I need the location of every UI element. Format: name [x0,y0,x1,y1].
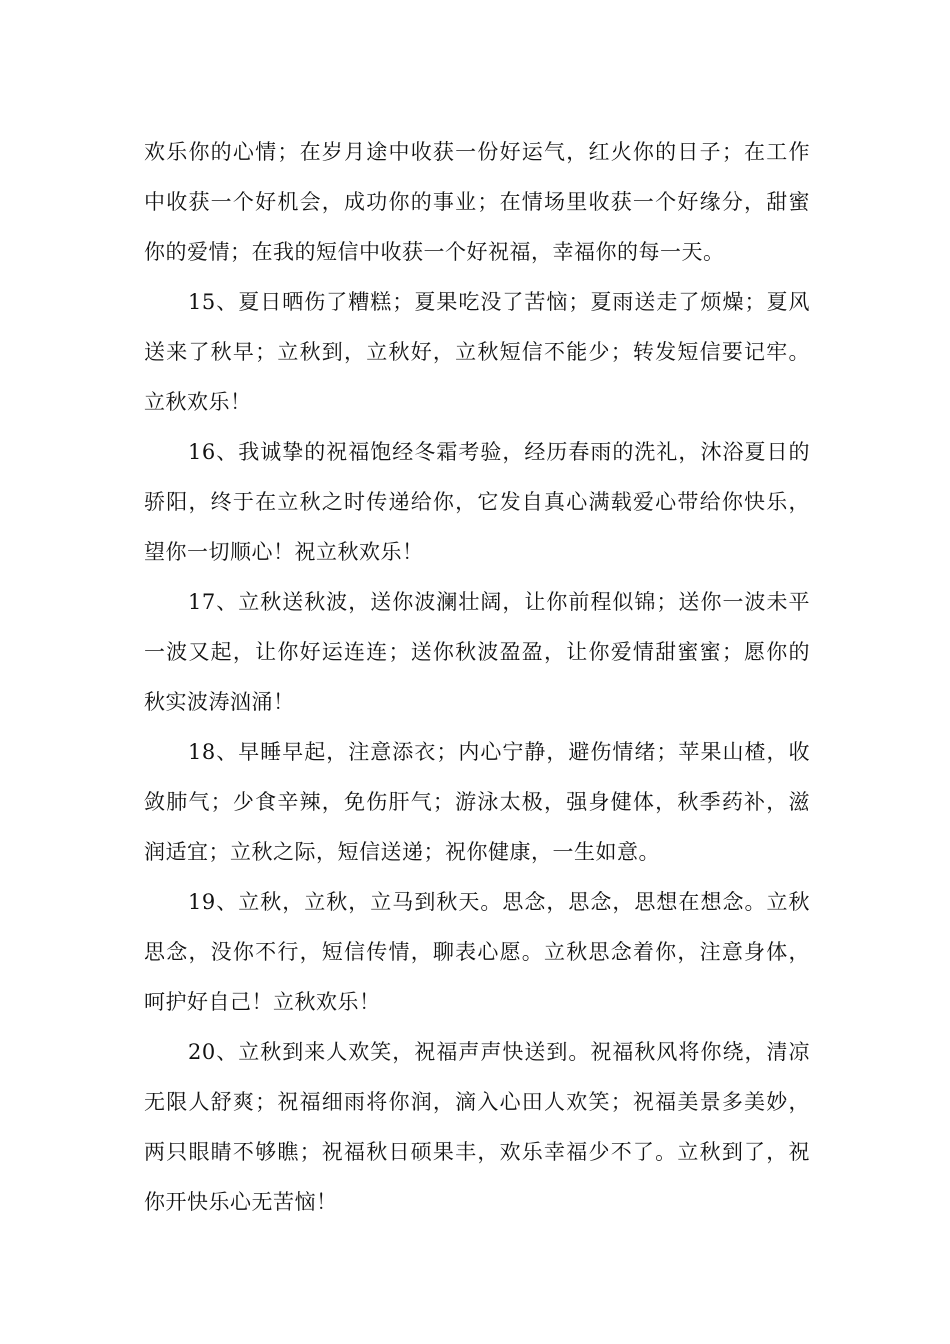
document-page [144,127,810,1227]
paragraph-item-16: 16、我诚挚的祝福饱经冬霜考验，经历春雨的洗礼，沐浴夏日的骄阳，终于在立秋之时传递给你，它发自真心满载爱心带给你快乐，望你一切顺心！祝立秋欢乐！ [144,440,810,564]
paragraph-item-17: 17、立秋送秋波，送你波澜壮阔，让你前程似锦；送你一波未平一波又起，让你好运连连；送你秋波盈盈，让你爱情甜蜜蜜；愿你的秋实波涛汹涌！ [144,590,810,714]
paragraph-item-15: 15、夏日晒伤了糟糕；夏果吃没了苦恼；夏雨送走了烦燥；夏风送来了秋早；立秋到，立秋好，立秋短信不能少；转发短信要记牢。立秋欢乐！ [144,290,810,414]
paragraph-item-18: 18、早睡早起，注意添衣；内心宁静，避伤情绪；苹果山楂，收敛肺气；少食辛辣，免伤肝气；游泳太极，强身健体，秋季药补，滋润适宜；立秋之际，短信送递；祝你健康，一生如意。 [144,740,810,864]
paragraph-continuation: 欢乐你的心情；在岁月途中收获一份好运气，红火你的日子；在工作中收获一个好机会，成功你的事业；在情场里收获一个好缘分，甜蜜你的爱情；在我的短信中收获一个好祝福，幸福你的每一天。 [144,140,810,264]
paragraph-item-19: 19、立秋，立秋，立马到秋天。思念，思念，思想在想念。立秋思念，没你不行，短信传情，聊表心愿。立秋思念着你，注意身体，呵护好自己！立秋欢乐！ [144,890,810,1014]
paragraph-item-20: 20、立秋到来人欢笑，祝福声声快送到。祝福秋风将你绕，清凉无限人舒爽；祝福细雨将你润，滴入心田人欢笑；祝福美景多美妙，两只眼睛不够瞧；祝福秋日硕果丰，欢乐幸福少不了。立秋到了，祝你开快乐心无苦恼！ [144,1040,810,1214]
